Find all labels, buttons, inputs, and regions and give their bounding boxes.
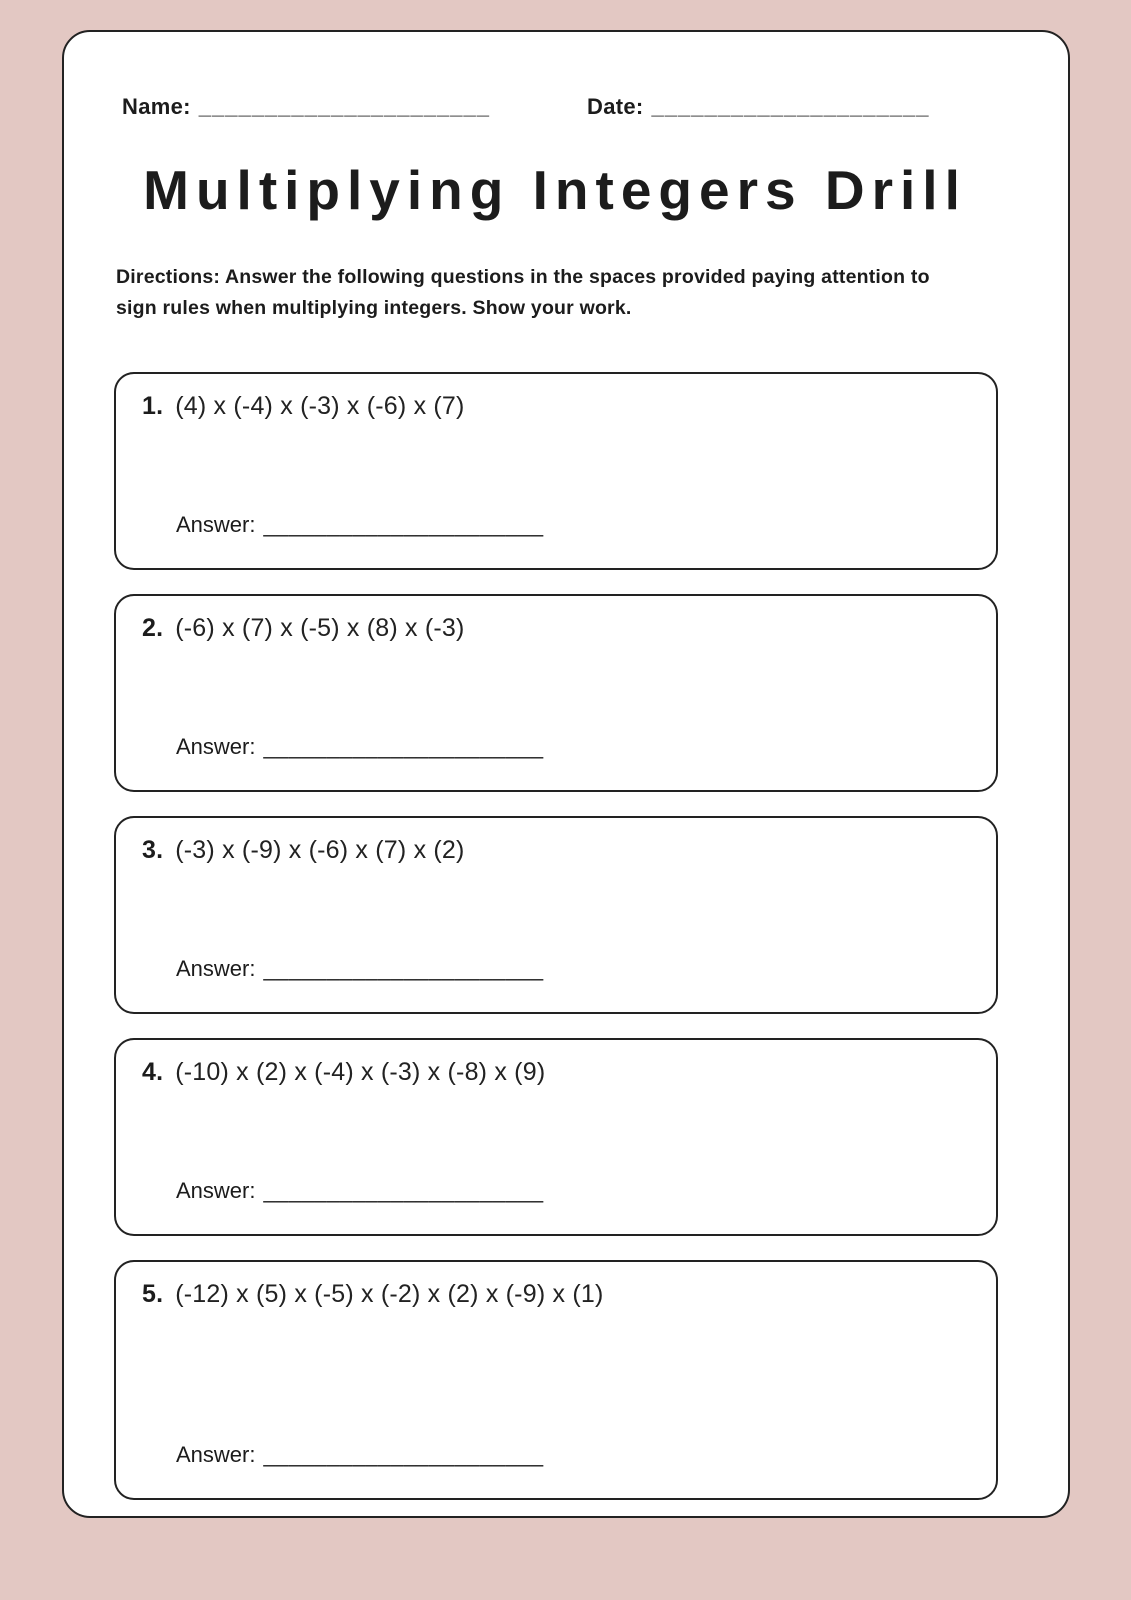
header-row bbox=[114, 94, 996, 120]
page-title: Multiplying Integers Drill bbox=[143, 159, 967, 221]
problem-expression: (-3) x (-9) x (-6) x (7) x (2) bbox=[175, 836, 465, 865]
directions-text: Directions: Answer the following questions in the spaces provided paying attention to sign rules when multiplying integers. Show your work. bbox=[116, 266, 930, 320]
date-label: Date: bbox=[587, 94, 644, 119]
answer-blank-line: ______________________ bbox=[263, 956, 544, 982]
date-blank-line: _____________________ bbox=[651, 94, 930, 119]
problem-box-1 bbox=[114, 372, 998, 570]
problem-line bbox=[142, 836, 970, 865]
problem-number: 2. bbox=[142, 614, 164, 643]
answer-blank-line: ______________________ bbox=[263, 1442, 544, 1468]
answer-row bbox=[142, 512, 970, 538]
answer-blank-line: ______________________ bbox=[263, 512, 544, 538]
problem-expression: (-6) x (7) x (-5) x (8) x (-3) bbox=[175, 614, 465, 643]
problem-box-2 bbox=[114, 594, 998, 792]
problem-line bbox=[142, 392, 970, 421]
answer-row bbox=[142, 1442, 970, 1468]
problem-number: 4. bbox=[142, 1058, 164, 1087]
problem-box-4 bbox=[114, 1038, 998, 1236]
problem-expression: (4) x (-4) x (-3) x (-6) x (7) bbox=[175, 392, 465, 421]
problem-line bbox=[142, 614, 970, 643]
answer-row bbox=[142, 1178, 970, 1204]
problem-line bbox=[142, 1280, 970, 1309]
problem-expression: (-10) x (2) x (-4) x (-3) x (-8) x (9) bbox=[175, 1058, 546, 1087]
answer-row bbox=[142, 956, 970, 982]
problem-box-3 bbox=[114, 816, 998, 1014]
problem-number: 5. bbox=[142, 1280, 164, 1309]
answer-blank-line: ______________________ bbox=[263, 1178, 544, 1204]
problem-expression: (-12) x (5) x (-5) x (-2) x (2) x (-9) x (1) bbox=[175, 1280, 604, 1309]
problem-number: 1. bbox=[142, 392, 164, 421]
problem-number: 3. bbox=[142, 836, 164, 865]
problem-list bbox=[114, 372, 996, 1500]
name-field bbox=[122, 94, 587, 120]
answer-label: Answer: bbox=[176, 512, 256, 538]
problem-line bbox=[142, 1058, 970, 1087]
name-label: Name: bbox=[122, 94, 191, 119]
answer-label: Answer: bbox=[176, 1178, 256, 1204]
answer-row bbox=[142, 734, 970, 760]
answer-label: Answer: bbox=[176, 956, 256, 982]
date-field bbox=[587, 94, 929, 120]
answer-label: Answer: bbox=[176, 1442, 256, 1468]
answer-label: Answer: bbox=[176, 734, 256, 760]
answer-blank-line: ______________________ bbox=[263, 734, 544, 760]
worksheet-card bbox=[62, 30, 1070, 1518]
name-blank-line: ______________________ bbox=[198, 94, 490, 119]
problem-box-5 bbox=[114, 1260, 998, 1500]
